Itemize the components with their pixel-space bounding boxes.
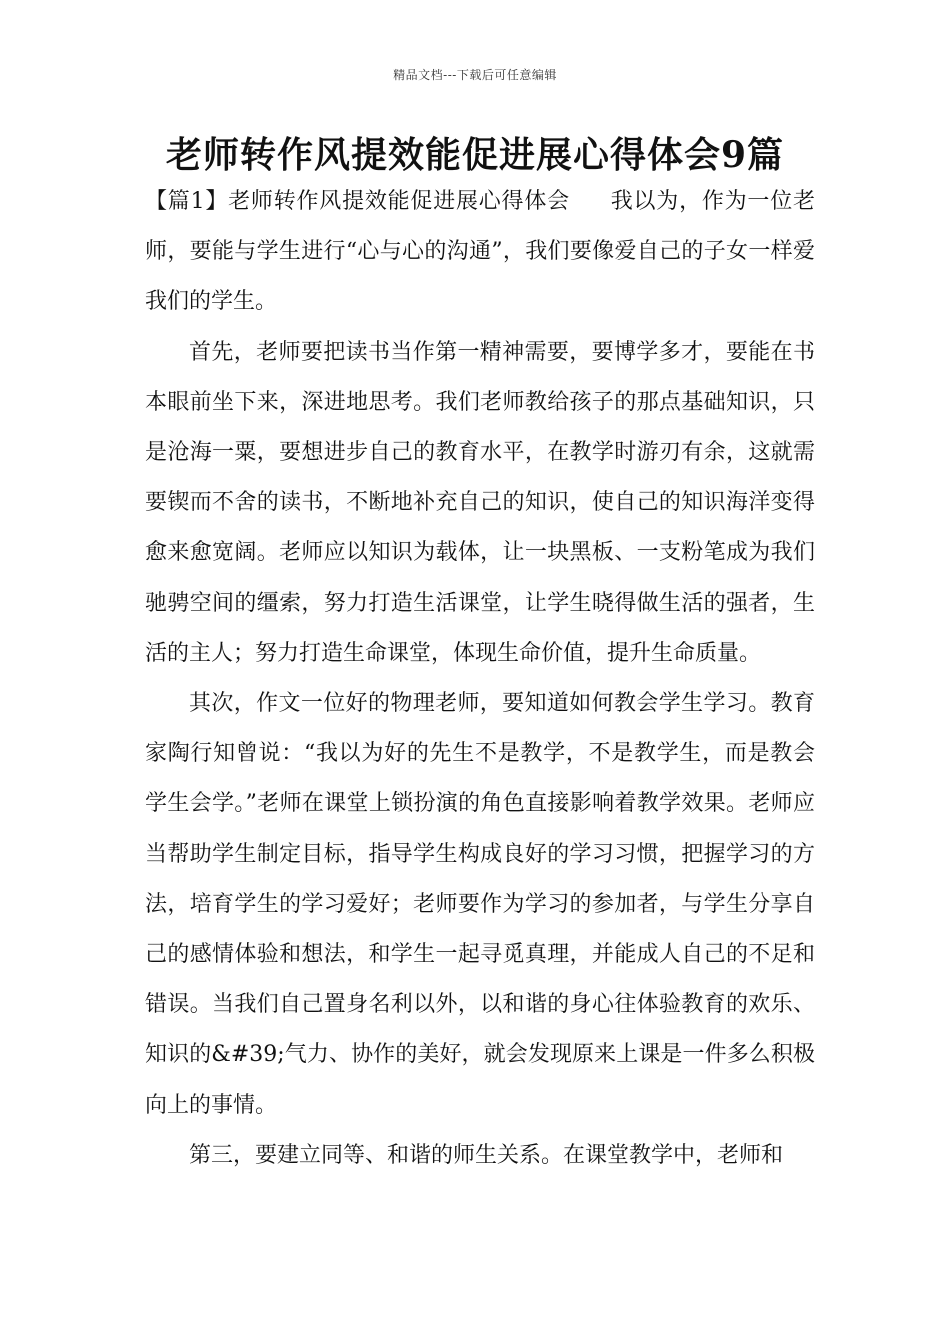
intro-paragraph [145, 177, 815, 328]
paragraph-3: 第三，要建立同等、和谐的师生关系。在课堂教学中，老师和 [189, 1142, 784, 1168]
document-title: 老师转作风提效能促进展心得体会9篇 [165, 134, 785, 176]
intro-text: 我以为，作为一位老师，要能与学生进行“心与心的沟通”，我们要像爱自己的子女一样爱我们的学生。 [145, 189, 815, 315]
section-heading: 【篇1】老师转作风提效能促进展心得体会 [145, 189, 570, 214]
document-body [145, 177, 815, 1181]
paragraph-1: 首先，老师要把读书当作第一精神需要，要博学多才，要能在书本眼前坐下来，深进地思考。我们老师教给孩子的那点基础知识，只是沧海一粟，要想进步自己的教育水平，在教学时游刃有余，这就需要锲而不舍的读书，不断地补充自己的知识，使自己的知识海洋变得愈来愈宽阔。老师应以知识为载体，让一块黑板、一支粉笔成为我们驰骋空间的缰索，努力打造生活课堂，让学生晓得做生活的强者，生活的主人；努力打造生命课堂，体现生命价值，提升生命质量。 [145, 339, 815, 666]
paragraph-2: 其次，作文一位好的物理老师，要知道如何教会学生学习。教育家陶行知曾说：“我以为好的先生不是教学，不是教学生，而是教会学生会学。”老师在课堂上锁扮演的角色直接影响着教学效果。老师应当帮助学生制定目标，指导学生构成良好的学习习惯，把握学习的方法，培育学生的学习爱好；老师要作为学习的参加者，与学生分享自己的感情体验和想法，和学生一起寻觅真理，并能成人自己的不足和错误。当我们自己置身名利以外，以和谐的身心往体验教育的欢乐、知识的&#39;气力、协作的美好，就会发现原来上课是一件多么积极向上的事情。 [145, 691, 815, 1118]
page-header: 精品文档---下载后可任意编辑 [393, 68, 557, 82]
